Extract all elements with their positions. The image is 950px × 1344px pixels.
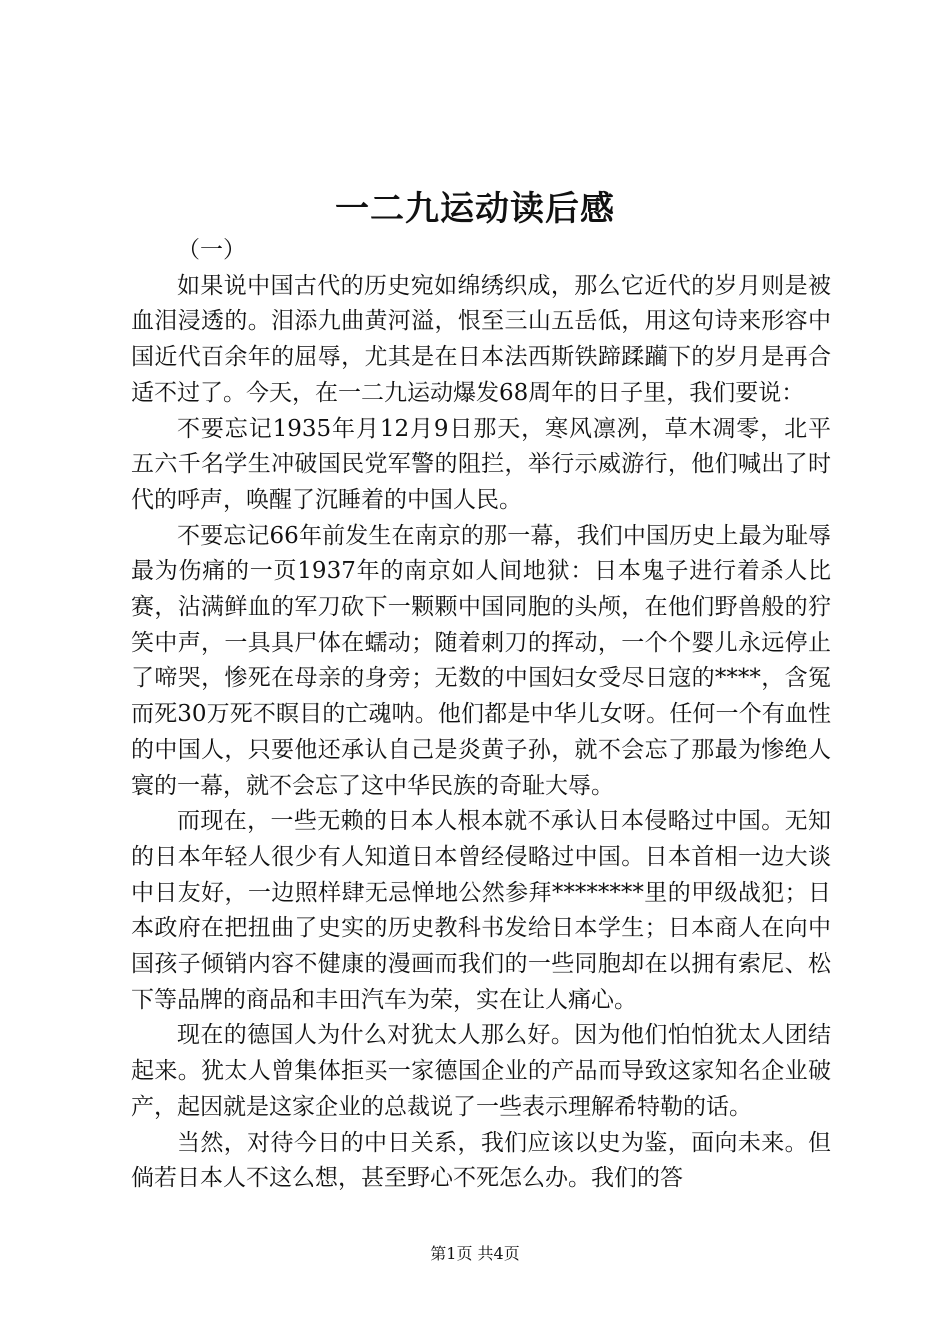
page-footer: 第1页 共4页	[430, 1244, 520, 1263]
paragraph: 现在的德国人为什么对犹太人那么好。因为他们怕怕犹太人团结起来。犹太人曾集体拒买一家德国企业的产品而导致这家知名企业破产，起因就是这家企业的总裁说了一些表示理解希特勒的话。	[131, 1022, 831, 1120]
paragraph: 如果说中国古代的历史宛如绵绣织成，那么它近代的岁月则是被血泪浸透的。泪添九曲黄河溢，恨至三山五岳低，用这句诗来形容中国近代百余年的屈辱，尤其是在日本法西斯铁蹄蹂躏下的岁月是再合适不过了。今天，在一二九运动爆发68周年的日子里，我们要说：	[131, 272, 831, 406]
paragraph: 不要忘记66年前发生在南京的那一幕，我们中国历史上最为耻辱最为伤痛的一页1937年的南京如人间地狱：日本鬼子进行着杀人比赛，沾满鲜血的军刀砍下一颗颗中国同胞的头颅，在他们野兽般的狞笑中声，一具具尸体在蠕动；随着刺刀的挥动，一个个婴儿永远停止了啼哭，惨死在母亲的身旁；无数的中国妇女受尽日寇的****，含冤而死30万死不瞑目的亡魂呐。他们都是中华儿女呀。任何一个有血性的中国人，只要他还承认自己是炎黄子孙，就不会忘了那最为惨绝人寰的一幕，就不会忘了这中华民族的奇耻大辱。	[131, 522, 831, 799]
document-body	[131, 233, 831, 1197]
paragraph: 而现在，一些无赖的日本人根本就不承认日本侵略过中国。无知的日本年轻人很少有人知道日本曾经侵略过中国。日本首相一边大谈中日友好，一边照样肆无忌惮地公然参拜********里的甲级战犯；日本政府在把扭曲了史实的历史教科书发给日本学生；日本商人在向中国孩子倾销内容不健康的漫画而我们的一些同胞却在以拥有索尼、松下等品牌的商品和丰田汽车为荣，实在让人痛心。	[131, 808, 831, 1013]
document-title: 一二九运动读后感	[335, 189, 615, 229]
paragraph: 不要忘记1935年月12月9日那天，寒风凛冽，草木凋零，北平五六千名学生冲破国民党军警的阻拦，举行示威游行，他们喊出了时代的呼声，唤醒了沉睡着的中国人民。	[131, 415, 831, 513]
section-heading: （一）	[177, 237, 246, 263]
paragraph: 当然，对待今日的中日关系，我们应该以史为鉴，面向未来。但倘若日本人不这么想，甚至野心不死怎么办。我们的答	[131, 1129, 831, 1192]
